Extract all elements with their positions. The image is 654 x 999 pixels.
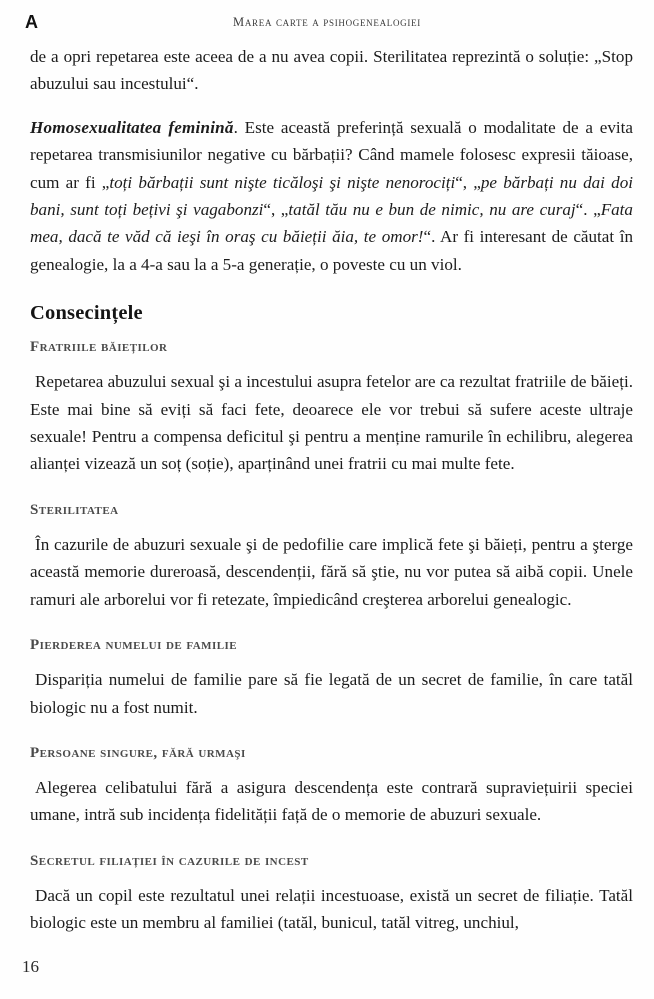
quote-3: tatăl tău nu e bun de nimic, nu are curaj (288, 200, 576, 220)
spacer (30, 278, 633, 300)
text-segment-2: “, „ (455, 172, 481, 192)
spacer (30, 520, 633, 531)
page-header (0, 12, 654, 38)
text-column (30, 43, 633, 937)
paragraph-continued: de a opri repetarea este aceea de a nu avea copii. Sterilitatea reprezintă o soluție: „Stop abuzului sau incestului“. (30, 47, 633, 94)
subheading-pierderea-numelui-de-familie: Pierderea numelui de familie (30, 637, 238, 654)
spacer (30, 655, 633, 666)
spacer (30, 829, 633, 851)
paragraph-fratriile-baietilor: Repetarea abuzului sexual şi a incestului asupra fetelor are ca rezultat fratriile de băieți. Este mai bine să eviți să faci fete, deoarece ele vor trebui să sufere aceste ultraje sexuale! Pentru a compensa deficitul şi pentru a menține ramurile în echilibru, alegerea alianței vizează un soț (soție), aparținând unei fratrii cu mai multe fete. (30, 372, 633, 474)
subheading-sterilitatea: Sterilitatea (30, 501, 119, 518)
paragraph-homosexualitatea-feminina (30, 114, 633, 278)
spacer (30, 871, 633, 882)
text-segment-1: . Este această preferință sexuală o modalitate de a evita repetarea transmisiunilor negative cu bărbații? Când mamele folosesc expresii tăioase, cum ar fi „ (30, 117, 633, 192)
paragraph-lead-in: Homosexualitatea feminină (30, 117, 234, 137)
spacer (30, 478, 633, 500)
corner-marker: A (25, 12, 38, 32)
paragraph-persoane-singure-fara-urmasi: Alegerea celibatului fără a asigura descendența este contrară supraviețuirii speciei umane, intră sub incidența fidelității față de o memorie de abuzuri sexuale. (30, 777, 633, 825)
running-head: Marea carte a psihogenealogiei (233, 15, 421, 29)
spacer (30, 357, 633, 368)
paragraph-pierderea-numelui-de-familie: Dispariția numelui de familie pare să fie legată de un secret de familie, în care tatăl biologic nu a fost numit. (30, 670, 633, 717)
subheading-persoane-singure-fara-urmasi: Persoane singure, fără urmaşi (30, 744, 246, 761)
text-segment-4: “. „ (575, 200, 601, 220)
subheading-secretul-filiatiei-in-cazurile-de-incest: Secretul filiației în cazurile de incest (30, 852, 309, 869)
spacer (30, 721, 633, 743)
page-number: 16 (22, 957, 39, 976)
quote-4: Fata mea, dacă te văd că ieşi în oraş cu băieții ăia, te omor! (30, 200, 633, 247)
subheading-fratriile-baietilor: Fratriile băieților (30, 339, 168, 356)
text-segment-3: “, „ (263, 200, 289, 220)
paragraph-sterilitatea: În cazurile de abuzuri sexuale şi de pedofilie care implică fete şi băieți, pentru a şterge această memorie dureroasă, descendenții, fără să ştie, nu vor putea să aibă copii. Unele ramuri ale arborelui vor fi retezate, împiedicând creşterea arborelui genealogic. (30, 534, 633, 609)
spacer (30, 613, 633, 635)
spacer (30, 763, 633, 774)
quote-2: pe bărbați nu dai doi bani, sunt toți bețivi şi vagabonzi (30, 172, 633, 220)
section-title: Consecințele (30, 302, 143, 325)
spacer (30, 326, 633, 337)
paragraph-secretul-filiatiei: Dacă un copil este rezultatul unei relații incestuoase, există un secret de filiație. Tatăl biologic este un membru al familiei (tatăl, bunicul, tatăl vitreg, unchiul, (30, 885, 633, 933)
text-segment-5: “. Ar fi interesant de căutat în genealogie, la a 4-a sau la a 5-a generație, o poveste cu un viol. (30, 227, 633, 274)
spacer (30, 98, 633, 114)
quote-1: toți bărbații sunt nişte ticăloşi şi nişte nenorociți (109, 172, 456, 192)
